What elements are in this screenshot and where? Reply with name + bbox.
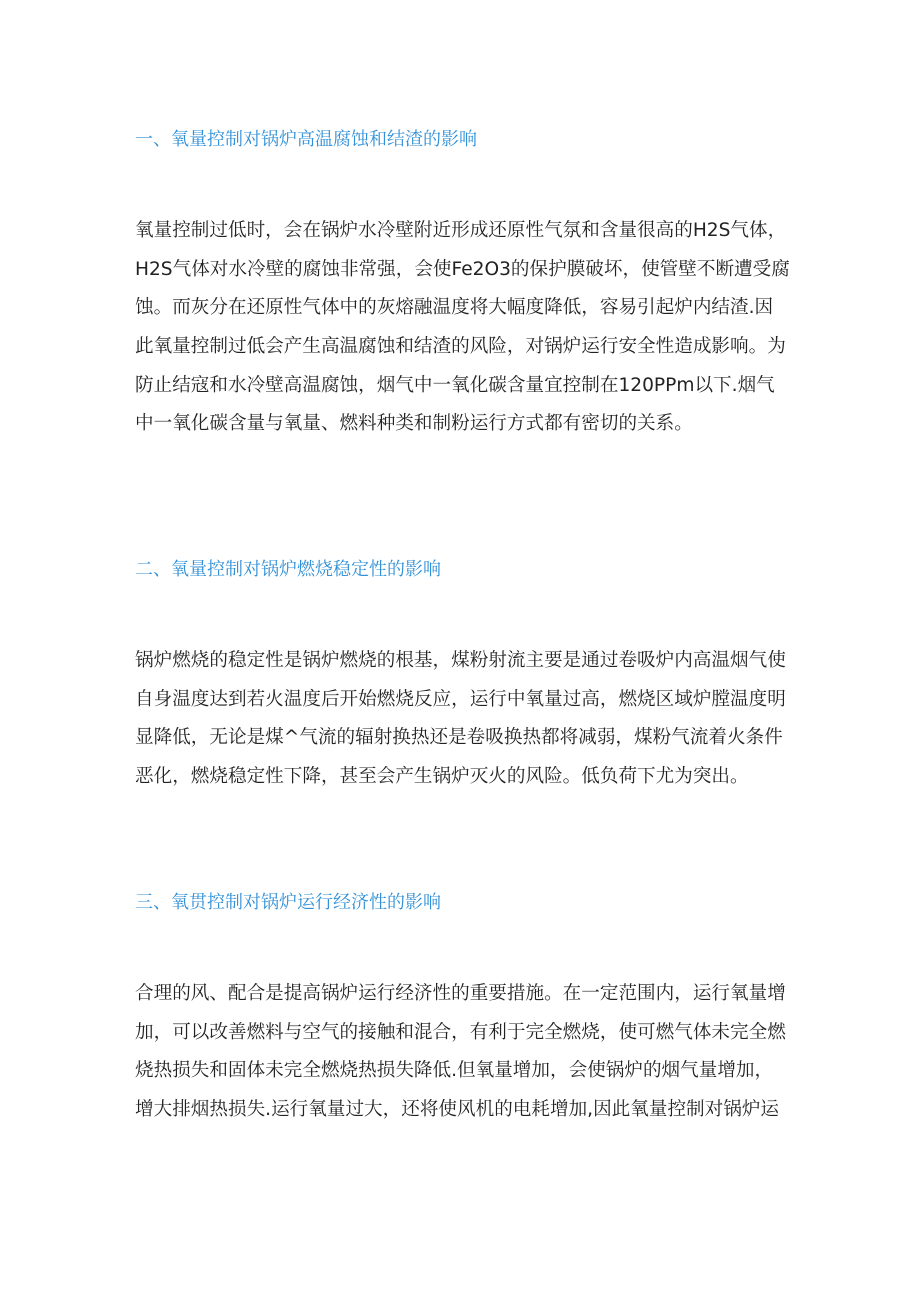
paragraph-line: 此氧量控制过低会产生高温腐蚀和结渣的风险，对锅炉运行安全性造成影响。为 [135, 336, 786, 358]
paragraph-line: 自身温度达到若火温度后开始燃烧反应，运行中氧量过高，燃烧区域炉膛温度明 [135, 688, 786, 710]
paragraph-line: 恶化，燃烧稳定性下降，甚至会产生锅炉灭火的风险。低负荷下尤为突出。 [135, 766, 749, 788]
paragraph-line: 增大排烟热损失.运行氧量过大，还将使风机的电耗增加,因此氧量控制对锅炉运 [135, 1099, 780, 1121]
paragraph-line: 烧热损失和固体未完全燃烧热损失降低.但氧量增加，会使锅炉的烟气量增加， [135, 1060, 774, 1082]
section-paragraph-2 [135, 642, 785, 797]
paragraph-line: 锅炉燃烧的稳定性是锅炉燃烧的根基，煤粉射流主要是通过卷吸炉内高温烟气使 [135, 650, 786, 671]
section-heading-3: 三、氧贯控制对锅炉运行经济性的影响 [135, 892, 441, 913]
paragraph-line: 合理的风、配合是提高锅炉运行经济性的重要措施。在一定范围内，运行氧量增 [135, 983, 786, 1004]
paragraph-line: 防止结寇和水冷壁高温腐蚀，烟气中一氧化碳含量宜控制在120PPm以下.烟气 [135, 374, 775, 396]
section-heading-1: 一、氧量控制对锅炉高温腐蚀和结渣的影响 [135, 129, 477, 150]
paragraph-line: 加，可以改善燃料与空气的接触和混合，有利于完全燃烧，使可燃气体未完全燃 [135, 1021, 786, 1043]
section-paragraph-3 [135, 975, 785, 1130]
paragraph-line: 氧量控制过低时，会在锅炉水冷壁附近形成还原性气氛和含量很高的H2S气体， [135, 220, 787, 241]
section-heading-2: 二、氧量控制对锅炉燃烧稳定性的影响 [135, 559, 441, 580]
paragraph-line: 中一氧化碳含量与氧量、燃料种类和制粉运行方式都有密切的关系。 [135, 413, 693, 435]
paragraph-line: 显降低，无论是煤^气流的辐射换热还是卷吸换热都将减弱，煤粉气流着火条件 [135, 727, 783, 749]
paragraph-line: 蚀。而灰分在还原性气体中的灰熔融温度将大幅度降低，容易引起炉内结渣.因 [135, 297, 774, 319]
paragraph-line: H2S气体对水冷壁的腐蚀非常强，会使Fe2O3的保护膜破坏，使管壁不断遭受腐 [135, 258, 790, 280]
section-paragraph-1 [135, 212, 790, 444]
